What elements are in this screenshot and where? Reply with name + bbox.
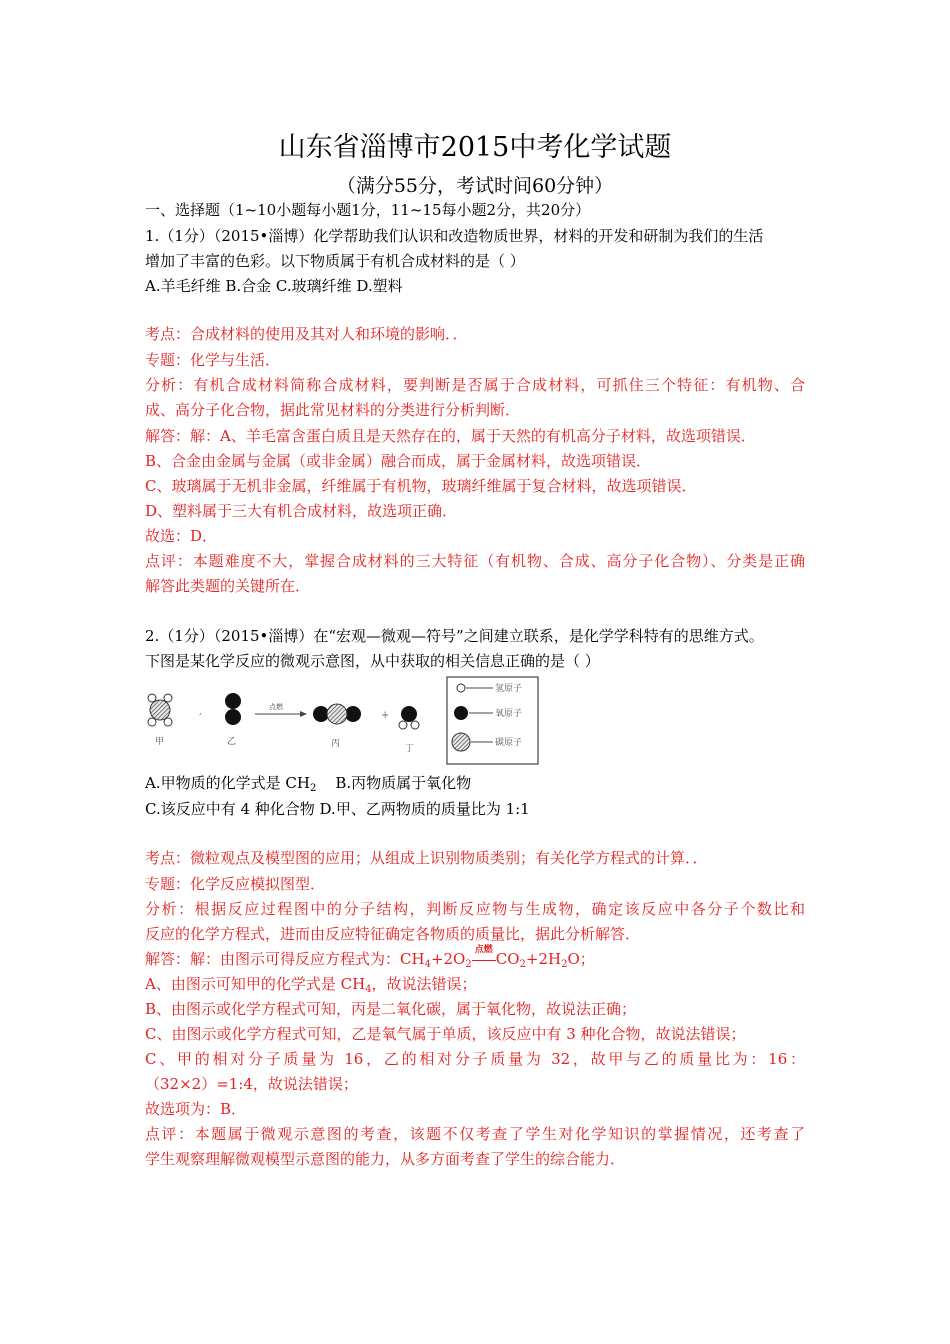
legend-oxygen: 氧原子 [495,709,523,719]
q2-dianping-line2: 学生观察理解微观模型示意图的能力，从多方面考查了学生的综合能力． [145,1150,626,1168]
eq-o2: +2O [430,950,466,968]
molecule-jia [148,694,172,726]
legend-carbon: 碳原子 [495,738,523,748]
page-title: 山东省淄博市2015中考化学试题 [278,132,672,163]
q2-jieda-b: B、由图示或化学方程式可知，丙是二氧化碳，属于氧化物，故说法正确； [145,1000,637,1018]
arrow-condition: 点燃 [269,703,283,711]
eq-end: O； [567,950,595,968]
svg-text:,: , [199,707,202,717]
eq-co2: CO [495,950,520,968]
q2-options-line1 [145,771,471,795]
jieda-a-subscript: 4 [365,984,372,995]
q2-option-b: B.丙物质属于氧化物 [316,774,472,792]
q1-stem-line2: 增加了丰富的色彩。以下物质属于有机合成材料的是（ ） [145,252,525,270]
label-bing: 丙 [331,739,341,749]
q1-options: A.羊毛纤维 B.合金 C.玻璃纤维 D.塑料 [145,277,403,295]
q1-zhuanti: 专题：化学与生活． [145,351,281,369]
legend-carbon-symbol [452,733,470,751]
molecule-ding [399,706,419,729]
molecule-yi [225,693,241,725]
q1-dianping-line1: 点评：本题难度不大，掌握合成材料的三大特征（有机物、合成、高分子化合物）、分类是正确 [145,552,805,570]
q1-jieda-line4: D、塑料属于三大有机合成材料，故选项正确． [145,502,458,520]
legend-hydrogen: 氢原子 [495,684,523,694]
q2-jieda-a [145,972,477,996]
jieda-a-end: ，故说法错误； [371,975,477,993]
eq-sub-ch4: 4 [424,959,431,970]
q2-fenxi-line2: 反应的化学方程式，进而由反应特征确定各物质的质量比，据此分析解答． [145,925,641,943]
reaction-diagram [145,676,540,766]
q1-jieda-line3: C、玻璃属于无机非金属，纤维属于有机物，玻璃纤维属于复合材料，故选项错误． [145,477,697,495]
q2-dianping-line1: 点评：本题属于微观示意图的考查，该题不仅考查了学生对化学知识的掌握情况，还考查了 [145,1125,805,1143]
q2-options-line2: C.该反应中有 4 种化合物 D.甲、乙两物质的质量比为 1:1 [145,800,530,818]
q1-dianping-line2: 解答此类题的关键所在． [145,577,311,595]
q2-jieda-d-line2: （32×2）=1:4，故说法错误； [145,1075,358,1093]
q2-option-a: A.甲物质的化学式是 CH [145,774,310,792]
q2-stem-line1: 2.（1分）（2015•淄博）在“宏观—微观—符号”之间建立联系，是化学学科特有的思维方式。 [145,627,764,645]
jieda-a-text: A、由图示可知甲的化学式是 CH [145,975,366,993]
q2-kaodian: 考点：微粒观点及模型图的应用；从组成上识别物质类别；有关化学方程式的计算．． [145,849,708,867]
svg-text:+: + [381,710,390,721]
eq-sub-co2: 2 [519,959,526,970]
eq-condition-label: 点燃 [474,945,493,955]
reaction-diagram-svg [145,676,540,766]
q1-jieda-line1: 解答：解：A、羊毛富含蛋白质且是天然存在的，属于天然的有机高分子材料，故选项错误． [145,427,756,445]
molecule-bing [313,704,361,724]
label-ding: 丁 [405,744,415,754]
legend-oxygen-symbol [454,706,468,720]
q1-fenxi-line2: 成、高分子化合物，据此常见材料的分类进行分析判断． [145,401,521,419]
q1-answer: 故选：D． [145,527,218,545]
legend-hydrogen-symbol [457,684,465,692]
q1-jieda-line2: B、合金由金属与金属（或非金属）融合而成，属于金属材料，故选项错误． [145,452,652,470]
page-subtitle: （满分55分，考试时间60分钟） [336,175,614,197]
eq-condition [472,947,496,971]
q1-fenxi-line1: 分析：有机合成材料简称合成材料，要判断是否属于合成材料，可抓住三个特征：有机物、合 [145,376,805,394]
q2-zhuanti: 专题：化学反应模拟图型． [145,875,326,893]
eq-sub-h2o: 2 [561,959,568,970]
q2-jieda-d-line1: C、甲的相对分子质量为 16，乙的相对分子质量为 32，故甲与乙的质量比为：16： [145,1050,805,1068]
eq-sub-o2: 2 [465,959,472,970]
diagram-legend [447,677,538,764]
q1-kaodian: 考点：合成材料的使用及其对人和环境的影响．． [145,325,468,343]
eq-prefix: 解答：解：由图示可得反应方程式为：CH [145,950,425,968]
section-heading: 一、选择题（1~10小题每小题1分，11~15每小题2分，共20分） [145,201,591,219]
q2-fenxi-line1: 分析：根据反应过程图中的分子结构，判断反应物与生成物，确定该反应中各分子个数比和 [145,900,805,918]
q1-stem-line1: 1.（1分）（2015•淄博）化学帮助我们认识和改造物质世界，材料的开发和研制为我们的生活 [145,227,764,245]
q2-stem-line2: 下图是某化学反应的微观示意图，从中获取的相关信息正确的是（ ） [145,652,600,670]
label-yi: 乙 [227,737,237,747]
q2-answer: 故选项为：B． [145,1100,247,1118]
q2-jieda-c: C、由图示或化学方程式可知，乙是氧气属于单质，该反应中有 3 种化合物，故说法错误； [145,1025,746,1043]
q2-option-a-subscript: 2 [309,783,317,794]
q2-equation-line [145,947,595,971]
label-jia: 甲 [155,737,165,747]
eq-h2o: +2H [525,950,562,968]
